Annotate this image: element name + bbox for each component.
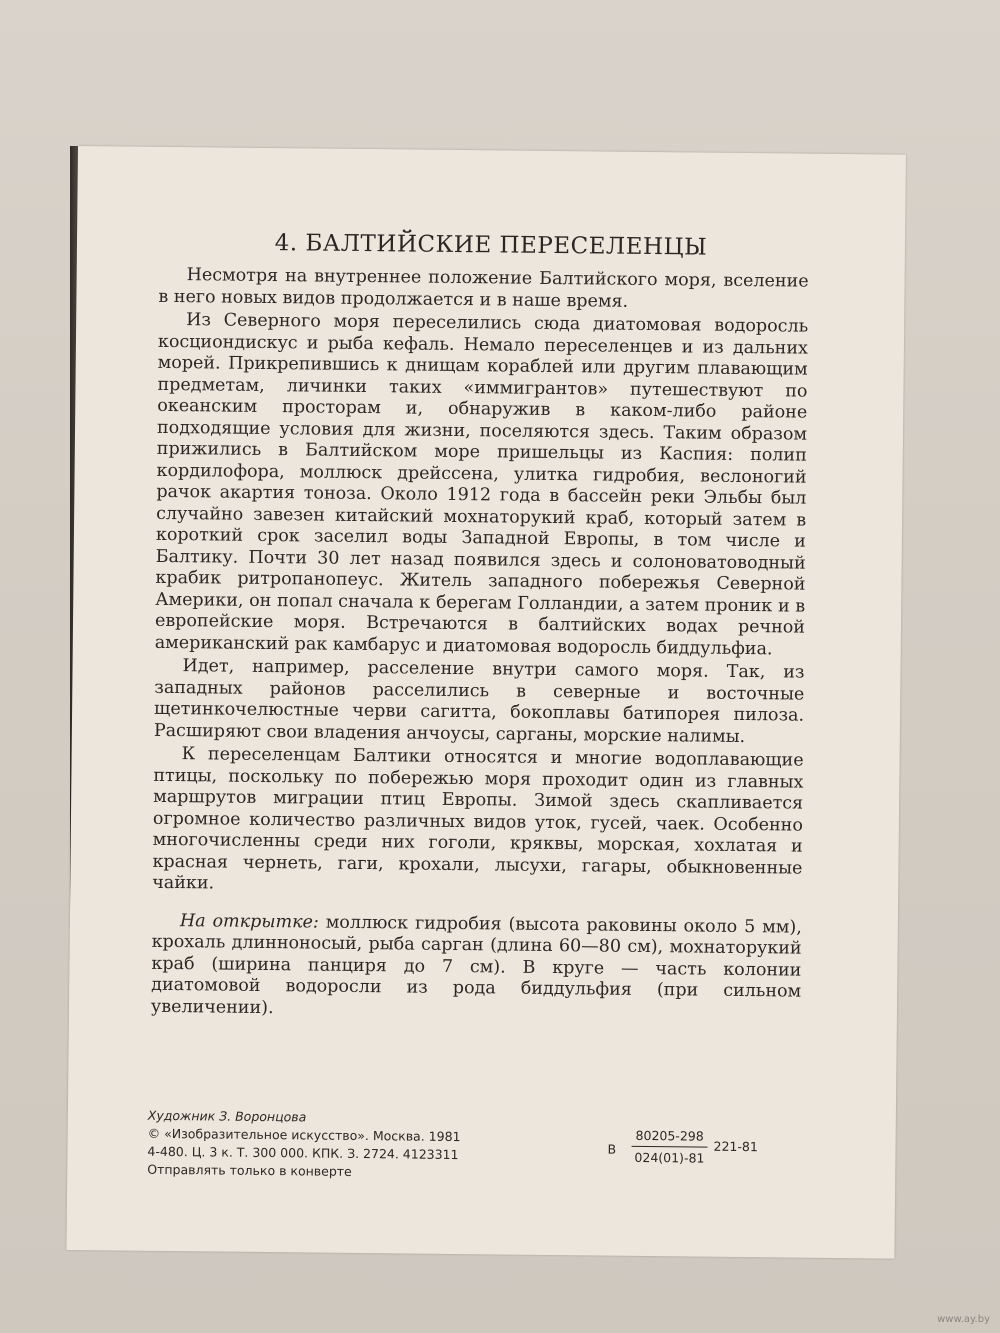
postcard-back	[66, 146, 906, 1259]
page-title: 4. БАЛТИЙСКИЕ ПЕРЕСЕЛЕНЦЫ	[274, 230, 708, 261]
credits-block	[147, 1107, 568, 1183]
paragraph-3: Идет, например, расселение внутри самого моря. Так, из западных районов расселились в северные и восточные щетинкочелюстные черви сагитта, бокоплавы батипорея пилоза. Расширяют свои владения анчоусы, сарганы, морские налимы.	[153, 656, 805, 747]
caption-text: моллюск гидробия (высота раковины около 5 мм), крохаль длинноносый, рыба сарган (длина 60—80 см), мохнаторукий краб (ширина панциря до 7 см). В круге — часть колонии диатомовой водоросли из рода биддульфия (при сильном увеличении).	[150, 912, 802, 1018]
fraction-line	[632, 1146, 708, 1148]
publisher-line: © «Изобразительное искусство». Москва. 1981	[147, 1125, 461, 1145]
paragraph-2: Из Северного моря переселились сюда диатомовая водоросль косциондискус и рыба кефаль. Немало переселенцев и из дальних морей. Прикрепившись к днищам кораблей или другим плавающим предметам, личинки таких «иммигрантов» путешествуют по океанским просторам и, обнаружив в каком-либо районе подходящие условия для жизни, поселяются здесь. Таким образом прижились в Балтийском море пришельцы из Каспия: полип кордилофора, моллюск дрейссена, улитка гидробия, веслоногий рачок акартия тоноза. Около 1912 года в бассейн реки Эльбы был случайно завезен китайский мохнаторукий краб, который затем в короткий срок заселил воды Западной Европы, в том числе и Балтику. Почти 30 лет назад появился здесь и солоноватоводный крабик ритропанопеус. Житель западного побережья Северной Америки, он попал сначала к берегам Голландии, а затем проник и в европейские моря. Встречаются в балтийских водах речной американский рак камбарус и диатомовая водоросль биддульфиа.	[154, 310, 809, 659]
caption-lead: На открытке:	[179, 910, 319, 933]
code-numerator: 80205-298	[635, 1127, 704, 1144]
paragraph-1: Несмотря на внутреннее положение Балтийского моря, вселение в него новых видов продолжается и в наше время.	[158, 265, 809, 312]
article-body	[151, 265, 809, 1025]
artist-name: З. Воронцова	[219, 1108, 307, 1125]
print-info-line: 4-480. Ц. 3 к. Т. 300 000. КПК. З. 2724. 4123311	[147, 1143, 459, 1163]
site-watermark: www.ay.by	[937, 1314, 990, 1325]
catalog-code	[607, 1128, 808, 1180]
mailing-note: Отправлять только в конверте	[147, 1161, 352, 1179]
paragraph-4: К переселенцам Балтики относятся и многие водоплавающие птицы, поскольку по побережью моря проходит один из главных маршрутов миграции птиц Европы. Зимой здесь скапливается огромное количество различных видов уток, гусей, чаек. Особенно многочисленны среди них гоголи, кряквы, морская, хохлатая и красная чернеть, гаги, крохали, лысухи, гагары, обыкновенные чайки.	[152, 744, 804, 894]
artist-label: Художник	[147, 1107, 216, 1124]
code-prefix: В	[607, 1141, 617, 1157]
code-suffix: 221-81	[713, 1138, 758, 1155]
code-denominator: 024(01)-81	[634, 1149, 705, 1166]
caption-paragraph	[151, 910, 802, 1024]
